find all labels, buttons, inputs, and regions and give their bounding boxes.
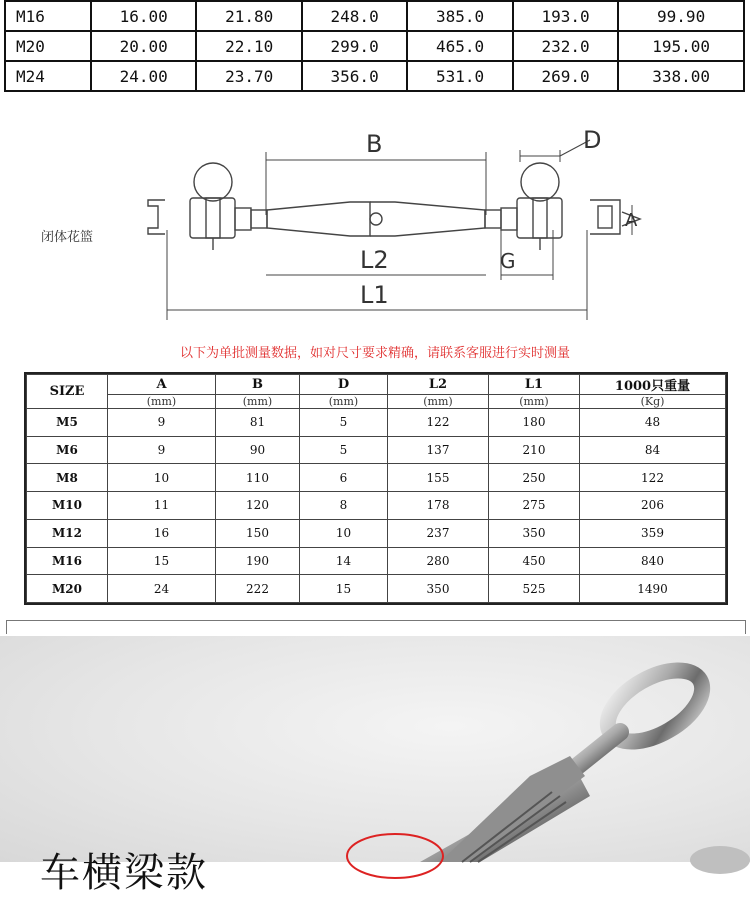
top-table-cell: 232.0	[513, 31, 618, 61]
spec-table-cell: 5	[300, 409, 388, 437]
photo-caption: 车横梁款	[40, 850, 208, 896]
unit-weight: (Kg)	[580, 395, 726, 409]
spec-table-cell: 180	[489, 409, 580, 437]
header-d: D	[300, 375, 388, 395]
spec-table-row	[27, 464, 726, 492]
spec-table-cell: 84	[580, 436, 726, 464]
spec-table-cell: 178	[388, 492, 489, 520]
spec-size-cell: M5	[27, 409, 108, 437]
spec-table-cell: 110	[216, 464, 300, 492]
top-table-row	[5, 61, 744, 91]
spec-size-cell: M16	[27, 547, 108, 575]
spec-size-cell: M10	[27, 492, 108, 520]
spec-table-cell: 150	[216, 519, 300, 547]
diagram-side-label: 闭体花篮	[41, 230, 94, 245]
unit-a: (mm)	[108, 395, 216, 409]
header-size: SIZE	[27, 375, 108, 409]
turnbuckle-drawing	[20, 120, 732, 335]
section-divider-frame	[6, 620, 746, 634]
spec-size-cell: M8	[27, 464, 108, 492]
top-table-cell: 20.00	[91, 31, 196, 61]
unit-l2: (mm)	[388, 395, 489, 409]
spec-size-cell: M6	[27, 436, 108, 464]
spec-table-row	[27, 547, 726, 575]
product-photo	[0, 636, 750, 896]
top-table-cell: 338.00	[618, 61, 744, 91]
spec-table-cell: 16	[108, 519, 216, 547]
spec-table-cell: 24	[108, 575, 216, 603]
spec-table-cell: 15	[108, 547, 216, 575]
spec-table-cell: 122	[388, 409, 489, 437]
spec-table-cell: 359	[580, 519, 726, 547]
top-table-row	[5, 1, 744, 31]
top-table-cell: 99.90	[618, 1, 744, 31]
header-l1: L1	[489, 375, 580, 395]
top-table-cell: 385.0	[407, 1, 512, 31]
spec-header-row	[27, 375, 726, 395]
spec-table-frame	[24, 372, 728, 605]
spec-table-cell: 122	[580, 464, 726, 492]
label-A: A	[625, 210, 638, 231]
spec-table-row	[27, 519, 726, 547]
top-table-cell: 299.0	[302, 31, 407, 61]
header-b: B	[216, 375, 300, 395]
spec-table-cell: 840	[580, 547, 726, 575]
turnbuckle-diagram	[20, 120, 732, 335]
spec-table-cell: 6	[300, 464, 388, 492]
spec-table-cell: 350	[388, 575, 489, 603]
spec-table-cell: 450	[489, 547, 580, 575]
spec-table-body	[27, 409, 726, 603]
spec-table-cell: 90	[216, 436, 300, 464]
top-table-cell: 531.0	[407, 61, 512, 91]
top-table-cell: 22.10	[196, 31, 301, 61]
top-table-cell: 21.80	[196, 1, 301, 31]
spec-table-row	[27, 492, 726, 520]
spec-table-cell: 1490	[580, 575, 726, 603]
spec-table-cell: 9	[108, 436, 216, 464]
label-B: B	[366, 130, 383, 158]
spec-size-cell: M12	[27, 519, 108, 547]
spec-table-row	[27, 575, 726, 603]
spec-table-cell: 5	[300, 436, 388, 464]
spec-table-cell: 237	[388, 519, 489, 547]
unit-d: (mm)	[300, 395, 388, 409]
spec-table-cell: 10	[300, 519, 388, 547]
unit-l1: (mm)	[489, 395, 580, 409]
spec-table-cell: 8	[300, 492, 388, 520]
label-L2: L2	[360, 246, 389, 274]
top-table-cell: 24.00	[91, 61, 196, 91]
header-l2: L2	[388, 375, 489, 395]
spec-table-cell: 275	[489, 492, 580, 520]
top-table-cell: 248.0	[302, 1, 407, 31]
spec-table-cell: 280	[388, 547, 489, 575]
header-weight: 1000只重量	[580, 375, 726, 395]
turnbuckle-photo-drawing	[0, 636, 750, 862]
spec-unit-row	[27, 395, 726, 409]
top-table-cell: 16.00	[91, 1, 196, 31]
measurement-notice: 以下为单批测量数据，如对尺寸要求精确，请联系客服进行实时测量	[179, 346, 570, 361]
spec-table-cell: 137	[388, 436, 489, 464]
top-table-cell: 356.0	[302, 61, 407, 91]
spec-table-cell: 48	[580, 409, 726, 437]
spec-table-cell: 206	[580, 492, 726, 520]
spec-table-cell: 350	[489, 519, 580, 547]
label-D: D	[583, 126, 602, 154]
top-table-row	[5, 31, 744, 61]
header-a: A	[108, 375, 216, 395]
top-table-cell: 465.0	[407, 31, 512, 61]
spec-table-cell: 525	[489, 575, 580, 603]
spec-table-cell: 15	[300, 575, 388, 603]
spec-table-cell: 81	[216, 409, 300, 437]
label-L1: L1	[360, 281, 389, 309]
spec-table-row	[27, 409, 726, 437]
spec-table-cell: 190	[216, 547, 300, 575]
spec-table-row	[27, 436, 726, 464]
spec-table-cell: 14	[300, 547, 388, 575]
top-table-cell: 195.00	[618, 31, 744, 61]
top-table-cell: 269.0	[513, 61, 618, 91]
spec-table-cell: 250	[489, 464, 580, 492]
spec-table-cell: 9	[108, 409, 216, 437]
spec-table-cell: 222	[216, 575, 300, 603]
top-table-body	[5, 1, 744, 91]
top-table-cell: M20	[5, 31, 91, 61]
spec-table-cell: 120	[216, 492, 300, 520]
spec-table-cell: 10	[108, 464, 216, 492]
spec-table-cell: 210	[489, 436, 580, 464]
spec-table	[26, 374, 726, 603]
spec-table-cell: 11	[108, 492, 216, 520]
spec-size-cell: M20	[27, 575, 108, 603]
top-table-cell: 23.70	[196, 61, 301, 91]
label-G: G	[500, 249, 516, 273]
top-table-cell: M24	[5, 61, 91, 91]
top-table-cell: 193.0	[513, 1, 618, 31]
spec-table-cell: 155	[388, 464, 489, 492]
top-spec-table	[4, 0, 745, 92]
unit-b: (mm)	[216, 395, 300, 409]
top-table-cell: M16	[5, 1, 91, 31]
